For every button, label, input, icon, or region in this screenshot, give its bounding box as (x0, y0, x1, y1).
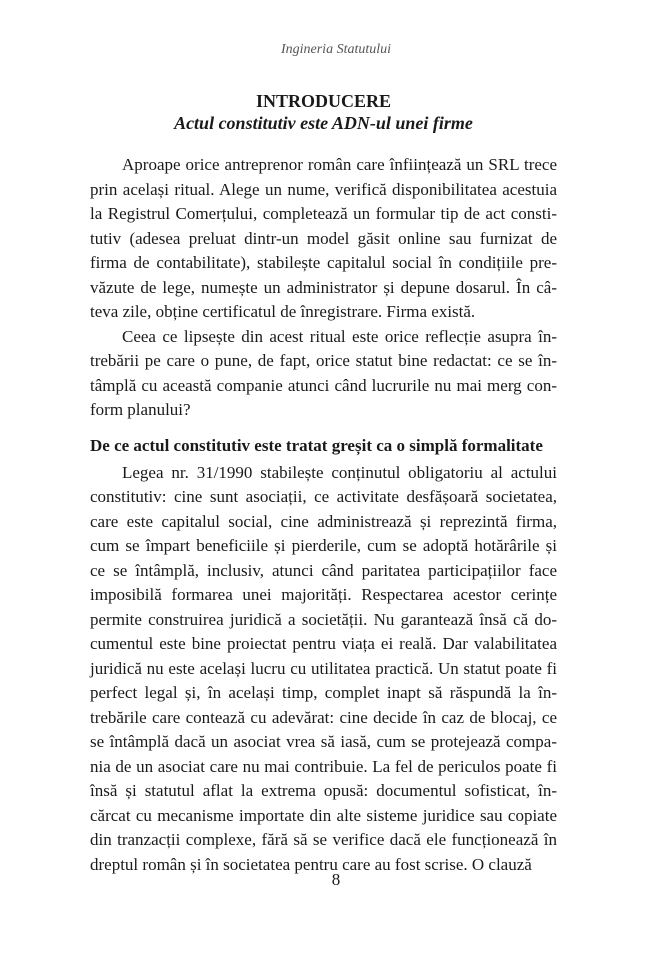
page-number: 8 (331, 870, 341, 889)
page-body (90, 90, 557, 877)
running-header: Ingineria Statutului (280, 42, 392, 57)
intro-paragraph-1: Aproape orice antreprenor român care înființează un SRL trece prin același ritual. Alege un nume, verifică disponibilitatea acestuia la Registrul Comerțului, completează un formular tip de act constitutiv (adesea preluat dintr-un model găsit online sau furnizat de firma de contabilitate), stabilește capitalul social în condițiile prevăzute de lege, numește un administrator și depune dosarul. În câteva zile, obține certificatul de înregistrare. Firma există. (90, 155, 557, 321)
section-paragraph-1: Legea nr. 31/1990 stabilește conținutul obligatoriu al actului constitutiv: cine sunt asociații, ce activitate desfășoară societatea, care este capitalul social, cine administrează și reprezintă firma, cum se împart beneficiile și pierderile, cum se adoptă hotărârile și ce se întâmplă, inclusiv, atunci când paritatea participațiilor face imposibilă formarea unei majorități. Respectarea acestor cerințe permite construirea juridică a societății. Nu garantează însă că documentul este bine proiectat pentru viața ei reală. Dar valabilitatea juridică nu este același lucru cu utilitatea practică. Un statut poate fi perfect legal și, în același timp, complet inapt să răspundă la întrebările care contează cu adevărat: cine decide în caz de blocaj, ce se întâmplă dacă un asociat vrea să iasă, cum se protejează compania de un asociat care nu mai contribuie. La fel de periculos poate fi însă și statutul aflat la extrema opusă: documentul sofisticat, încărcat cu mecanisme importate din alte sisteme juridice sau copiate din tranzacții complexe, fără să se verifice dacă ele funcționează în dreptul român și în societatea pentru care au fost scrise. O clauză (90, 462, 557, 874)
chapter-title: INTRODUCERE (255, 91, 392, 111)
intro-paragraph-2: Ceea ce lipsește din acest ritual este orice reflecție asupra întrebării pe care o pune, de fapt, orice statut bine redactat: ce se întâmplă cu această companie atunci când lucrurile nu mai merg conform planului? (90, 326, 557, 419)
chapter-subtitle: Actul constitutiv este ADN-ul unei firme (174, 113, 473, 133)
section-heading: De ce actul constitutiv este tratat greșit ca o simplă formalitate (90, 435, 543, 455)
